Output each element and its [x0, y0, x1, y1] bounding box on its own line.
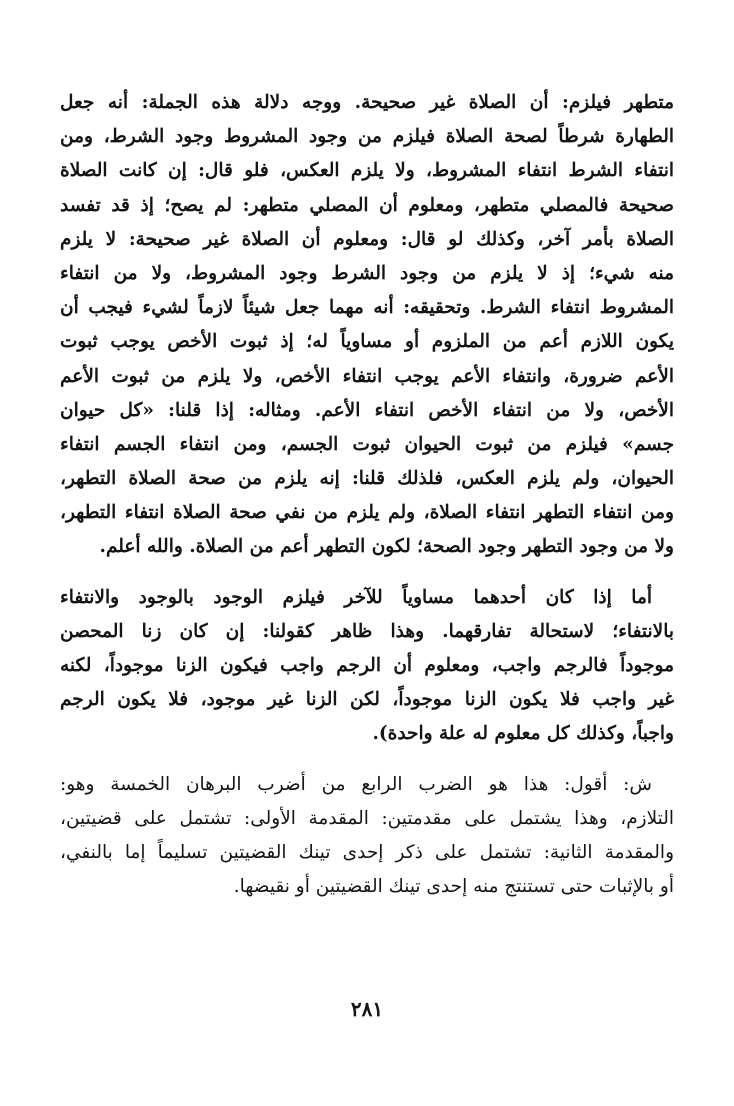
text-line: الصلاة بأمر آخر، وكذلك لو قال: ومعلوم أن الصلاة غير صحيحة: لا يلزم: [60, 228, 674, 250]
text-line: التلازم، وهذا يشتمل على مقدمتين: المقدمة الأولى: تشتمل على قضيتين،: [60, 807, 674, 829]
text-line: واجباً، وكذلك كل معلوم له علة واحدة).: [372, 723, 674, 745]
text-line: جسم» فيلزم من ثبوت الحيوان ثبوت الجسم، ومن انتفاء الجسم انتفاء: [60, 433, 674, 455]
text-line: أما إذا كان أحدهما مساوياً للآخر فيلزم الوجود بالوجود والانتفاء: [60, 586, 652, 608]
text-line: صحيحة فالمصلي متطهر، ومعلوم أن المصلي متطهر: لم يصح؛ إذ قد تفسد: [60, 194, 674, 216]
paragraph-gap: [60, 752, 674, 768]
text-line: الأخص، ولا من انتفاء الأخص انتفاء الأعم. ومثاله: إذا قلنا: «كل حيوان: [60, 399, 674, 421]
text-line: بالانتفاء؛ لاستحالة تفارقهما. وهذا ظاهر كقولنا: إن كان زنا المحصن: [60, 620, 674, 642]
text-line: منه شيء؛ إذ لا يلزم من وجود الشرط وجود المشروط، ولا من انتفاء: [60, 262, 674, 284]
text-line: متطهر فيلزم: أن الصلاة غير صحيحة. ووجه دلالة هذه الجملة: أنه جعل: [60, 92, 674, 113]
page-number: ٢٨١: [350, 997, 384, 1021]
main-text: [60, 86, 674, 904]
text-line: موجوداً فالرجم واجب، ومعلوم أن الرجم واجب فيكون الزنا موجوداً، لكنه: [60, 655, 674, 676]
text-line: ومن انتفاء التطهر انتفاء الصلاة، ولم يلزم من نفي صحة الصلاة انتفاء التطهر،: [60, 502, 674, 524]
paragraph-gap: [60, 565, 674, 581]
paragraph-commentary: [60, 768, 674, 905]
paragraph-quoted-text-2: [60, 581, 674, 752]
text-line: المشروط انتفاء الشرط. وتحقيقه: أنه مهما جعل شيئاً لازماً لشيء فيجب أن: [60, 297, 674, 319]
text-line: يكون اللازم أعم من الملزوم أو مساوياً له؛ إذ ثبوت الأخص يوجب ثبوت: [60, 331, 674, 353]
text-line: الأعم ضرورة، وانتفاء الأعم يوجب انتفاء الأخص، ولا يلزم من ثبوت الأعم: [60, 365, 674, 387]
paragraph-quoted-text-1: [60, 86, 674, 565]
text-line: غير واجب فلا يكون الزنا موجوداً، لكن الزنا غير موجود، فلا يكون الرجم: [60, 689, 674, 711]
text-line: الحيوان، ولم يلزم العكس، فلذلك قلنا: إنه يلزم من صحة الصلاة التطهر،: [60, 468, 674, 490]
text-line: ش: أقول: هذا هو الضرب الرابع من أضرب البرهان الخمسة وهو:: [60, 773, 652, 795]
text-line: أو بالإثبات حتى تستنتج منه إحدى تينك القضيتين أو نقيضها.: [233, 876, 674, 898]
text-line: ولا من وجود التطهر وجود الصحة؛ لكون التطهر أعم من الصلاة. والله أعلم.: [99, 536, 674, 558]
text-line: انتفاء الشرط انتفاء المشروط، ولا يلزم العكس، فلو قال: إن كانت الصلاة: [60, 160, 674, 182]
text-line: الطهارة شرطاً لصحة الصلاة فيلزم من وجود المشروط وجود الشرط، ومن: [60, 126, 674, 148]
text-line: والمقدمة الثانية: تشتمل على ذكر إحدى تينك القضيتين تسليماً إما بالنفي،: [60, 841, 674, 863]
